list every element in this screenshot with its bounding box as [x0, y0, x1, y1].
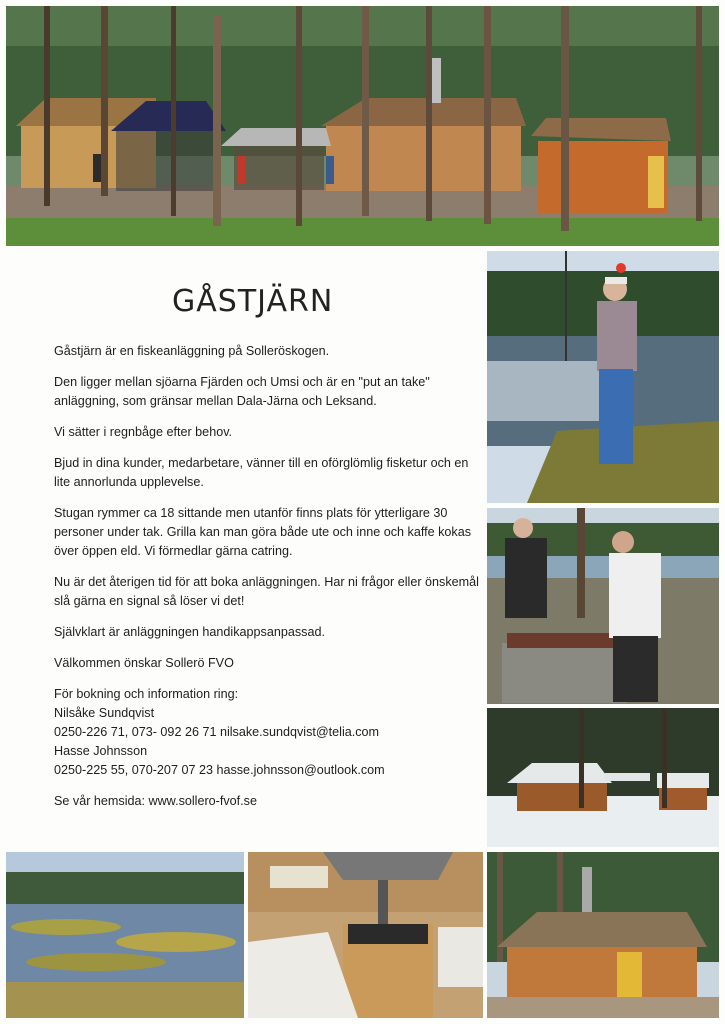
website-line: Se vår hemsida: www.sollero-fvof.se [54, 794, 257, 808]
hero-photo-cabins-in-forest [6, 6, 719, 246]
contact-person-1-name: Nilsåke Sundqvist [54, 706, 155, 720]
invite-paragraph: Bjud in dina kunder, medarbetare, vänner till en oförglömlig fisketur och en lite annorlunda upplevelse. [54, 456, 469, 489]
photo-man-fishing [487, 251, 719, 503]
welcome-paragraph: Välkommen önskar Sollerö FVO [54, 656, 234, 670]
stocking-paragraph: Vi sätter i regnbåge efter behov. [54, 425, 233, 439]
intro-paragraph: Gåstjärn är en fiskeanläggning på Solleröskogen. [54, 344, 330, 358]
photo-cabin-interior-with-fireplace [248, 852, 483, 1018]
accessibility-paragraph: Självklart är anläggningen handikappsanpassad. [54, 625, 325, 639]
page-title: GÅSTJÄRN [172, 284, 334, 319]
photo-grilling-outdoors [487, 508, 719, 704]
photo-cabin-in-summer [487, 852, 719, 1018]
contact-person-1-details: 0250-226 71, 073- 092 26 71 nilsake.sundqvist@telia.com [54, 725, 380, 739]
booking-paragraph: Nu är det återigen tid för att boka anläggningen. Har ni frågor eller önskemål slå gärna en signal så löser vi det! [54, 575, 479, 608]
photo-lake-and-bog [6, 852, 244, 1018]
contact-person-2-details: 0250-225 55, 070-207 07 23 hasse.johnsson@outlook.com [54, 763, 385, 777]
info-text-column [54, 282, 479, 823]
contact-heading: För bokning och information ring: [54, 687, 239, 701]
contact-block [54, 685, 479, 780]
photo-cabin-in-winter [487, 708, 719, 847]
contact-person-2-name: Hasse Johnsson [54, 744, 148, 758]
capacity-paragraph: Stugan rymmer ca 18 sittande men utanför finns plats för ytterligare 30 personer under tak. Grilla kan man göra både ute och inne och kaffe kokas över öppen eld. Vi förmedlar gärna catring. [54, 506, 472, 558]
location-paragraph: Den ligger mellan sjöarna Fjärden och Umsi och är en "put an take" anläggning, som gränsar mellan Dala-Järna och Leksand. [54, 375, 430, 408]
